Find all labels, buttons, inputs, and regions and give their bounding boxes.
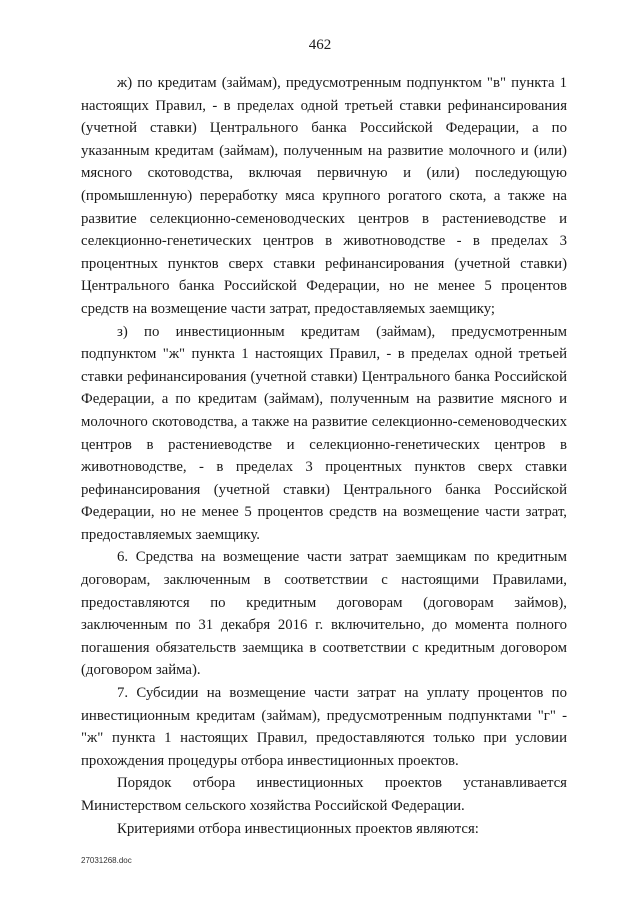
paragraph-7-subsidies: 7. Субсидии на возмещение части затрат на уплату процентов по инвестиционным кредитам (займам), предусмотренным подпунктами "г" - "ж" пункта 1 настоящих Правил, предоставляются только при условии прохождения процедуры отбора инвестиционных проектов. xyxy=(81,685,567,769)
paragraph-zh-loans: ж) по кредитам (займам), предусмотренным подпунктом "в" пункта 1 настоящих Правил, - в пределах одной третьей ставки рефинансирования (учетной ставки) Центрального банка Российской Федерации, а по указанным кредитам (займам), полученным на развитие молочного и (или) мясного скотоводства, включая первичную и (или) последующую (промышленную) переработку мяса крупного рогатого скота, а также на развитие селекционно-семеноводческих центров в растениеводстве и селекционно-генетических центров в животноводстве - в пределах 3 процентных пунктов сверх ставки рефинансирования (учетной ставки) Центрального банка Российской Федерации, но не менее 5 процентов средств на возмещение части затрат, предоставляемых заемщику; xyxy=(81,75,567,317)
paragraph-6-funds: 6. Средства на возмещение части затрат заемщикам по кредитным договорам, заключенным в соответствии с настоящими Правилами, предоставляются по кредитным договорам (договорам займов), заключенным по 31 декабря 2016 г. включительно, до момента полного погашения обязательств заемщика в соответствии с кредитным договором (договором займа). xyxy=(81,549,567,679)
paragraph-selection-criteria: Критериями отбора инвестиционных проектов являются: xyxy=(117,820,479,837)
page-number: 462 xyxy=(308,37,332,53)
document-file-id: 27031268.doc xyxy=(81,856,132,865)
paragraph-selection-procedure: Порядок отбора инвестиционных проектов устанавливается Министерством сельского хозяйства Российской Федерации. xyxy=(81,775,567,814)
document-body xyxy=(81,72,567,840)
paragraph-z-investment-loans: з) по инвестиционным кредитам (займам), предусмотренным подпунктом "ж" пункта 1 настоящих Правил, - в пределах одной третьей ставки рефинансирования (учетной ставки) Центрального банка Российской Федерации, а по кредитам (займам), полученным на развитие мясного и молочного скотоводства, а также на развитие селекционно-семеноводческих центров в растениеводстве и селекционно-генетических центров в животноводстве, - в пределах 3 процентных пунктов сверх ставки рефинансирования (учетной ставки) Центрального банка Российской Федерации, но не менее 5 процентов средств на возмещение части затрат, предоставляемых заемщику. xyxy=(81,323,567,543)
